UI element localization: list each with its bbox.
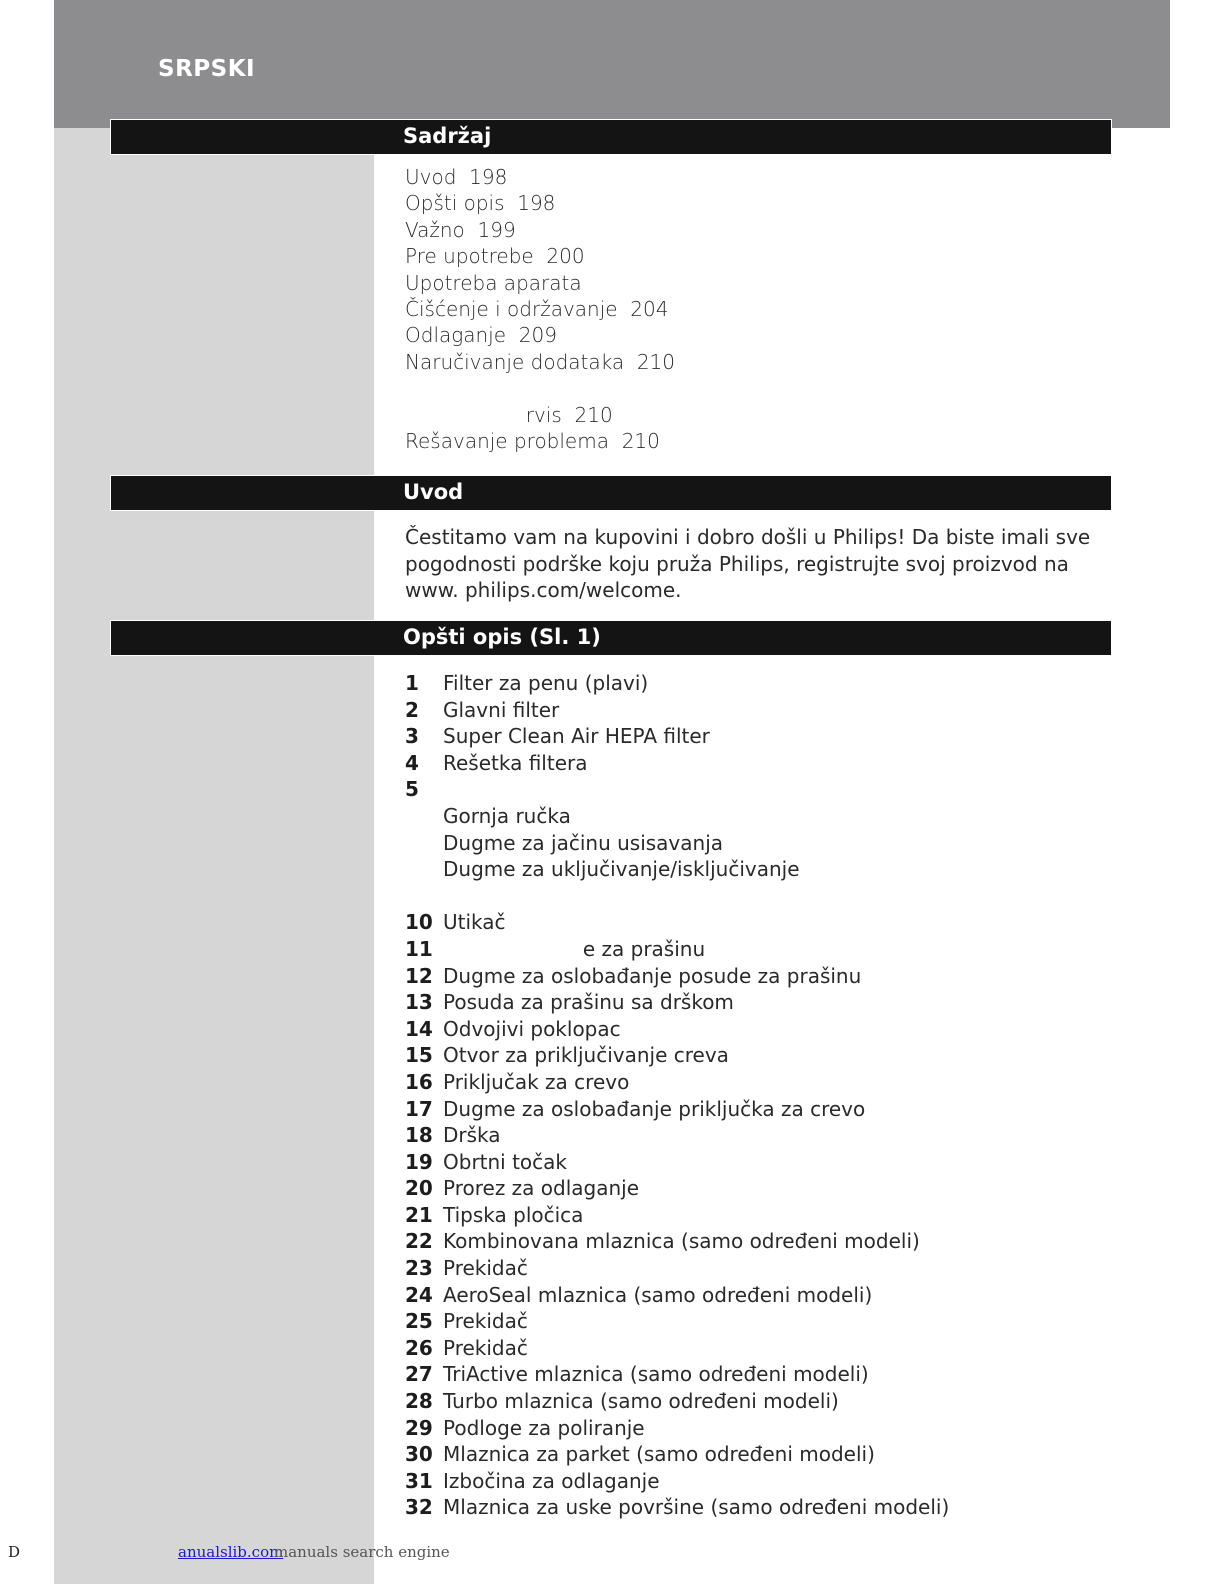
language-title: SRPSKI: [158, 56, 256, 82]
parts-list: [405, 670, 1105, 1521]
list-item: [405, 1388, 1105, 1415]
toc-item[interactable]: Naručivanje dodataka 210: [405, 349, 676, 374]
toc-item[interactable]: Važno 199: [405, 217, 516, 242]
part-number: 31: [405, 1468, 433, 1493]
list-item: [405, 883, 1105, 910]
part-label: Izbočina za odlaganje: [443, 1468, 660, 1493]
part-label: Dugme za oslobađanje posude za prašinu: [443, 963, 862, 988]
part-label: TriActive mlaznica (samo određeni modeli): [443, 1362, 869, 1387]
part-label: Prekidač: [443, 1256, 528, 1281]
part-label: Prekidač: [443, 1309, 528, 1334]
footer-link[interactable]: anualslib.com: [178, 1543, 284, 1561]
list-item: [405, 1228, 1105, 1255]
part-label: Kombinovana mlaznica (samo određeni modeli): [443, 1229, 920, 1254]
toc-item[interactable]: rvis 210: [405, 402, 613, 427]
part-label: Podloge za poliranje: [443, 1415, 645, 1440]
footer-letter: D: [8, 1543, 21, 1561]
section-title-contents: Sadržaj: [403, 124, 492, 148]
list-item: [405, 1255, 1105, 1282]
list-item: [405, 1441, 1105, 1468]
list-item: [405, 723, 1105, 750]
list-item: [405, 776, 1105, 803]
part-number: 24: [405, 1282, 433, 1307]
part-number: 10: [405, 910, 433, 935]
toc-item[interactable]: Rešavanje problema 210: [405, 428, 660, 453]
part-number: 12: [405, 963, 433, 988]
section-bar-contents: [110, 119, 1112, 155]
part-label: Tipska pločica: [443, 1202, 584, 1227]
part-label: Dugme za jačinu usisavanja: [443, 830, 724, 855]
list-item: [405, 1096, 1105, 1123]
list-item: [405, 670, 1105, 697]
list-item: [405, 989, 1105, 1016]
part-label: Filter za penu (plavi): [443, 671, 649, 695]
part-label: Dugme za uključivanje/isključivanje: [443, 857, 800, 882]
part-number: 2: [405, 697, 419, 722]
part-number: 26: [405, 1335, 433, 1360]
part-number: 21: [405, 1202, 433, 1227]
list-item: [405, 697, 1105, 724]
part-number: 29: [405, 1415, 433, 1440]
part-label: e za prašinu: [443, 936, 706, 961]
part-label: Super Clean Air HEPA filter: [443, 724, 710, 749]
toc-item: [405, 375, 1105, 401]
list-item: [405, 1361, 1105, 1388]
list-item: [405, 1149, 1105, 1176]
part-number: 25: [405, 1309, 433, 1334]
list-item: [405, 803, 1105, 830]
toc-item[interactable]: Pre upotrebe 200: [405, 244, 585, 269]
list-item: [405, 1282, 1105, 1309]
part-number: 32: [405, 1495, 433, 1520]
part-number: 19: [405, 1149, 433, 1174]
list-item: [405, 1016, 1105, 1043]
list-item: [405, 750, 1105, 777]
part-label: Mlaznica za parket (samo određeni modeli): [443, 1442, 875, 1467]
list-item: [405, 909, 1105, 936]
part-number: 22: [405, 1229, 433, 1254]
part-number: 15: [405, 1043, 433, 1068]
section-bar-intro: [110, 475, 1112, 511]
part-number: 28: [405, 1389, 433, 1414]
part-label: Rešetka filtera: [443, 750, 588, 775]
part-label: Prorez za odlaganje: [443, 1176, 640, 1201]
part-label: AeroSeal mlaznica (samo određeni modeli): [443, 1282, 873, 1307]
part-number: 1: [405, 671, 419, 695]
part-label: Otvor za priključivanje creva: [443, 1043, 729, 1068]
part-number: 14: [405, 1016, 433, 1041]
part-label: Utikač: [443, 910, 506, 935]
part-label: Glavni filter: [443, 697, 560, 722]
toc-item[interactable]: Odlaganje 209: [405, 323, 557, 348]
table-of-contents: [405, 164, 1105, 454]
section-title-intro: Uvod: [403, 480, 464, 504]
list-item: [405, 1494, 1105, 1521]
part-number: 20: [405, 1176, 433, 1201]
list-item: [405, 1468, 1105, 1495]
part-label: Prekidač: [443, 1335, 528, 1360]
part-label: Mlaznica za uske površine (samo određeni modeli): [443, 1495, 950, 1520]
part-label: Posuda za prašinu sa drškom: [443, 990, 734, 1015]
part-number: 4: [405, 750, 419, 775]
list-item: [405, 1308, 1105, 1335]
list-item: [405, 1415, 1105, 1442]
part-number: 23: [405, 1256, 433, 1281]
list-item: [405, 1335, 1105, 1362]
list-item: [405, 1202, 1105, 1229]
list-item: [405, 936, 1105, 963]
list-item: [405, 1042, 1105, 1069]
part-number: 17: [405, 1096, 433, 1121]
section-title-general: Opšti opis (Sl. 1): [403, 625, 601, 649]
part-number: 16: [405, 1069, 433, 1094]
toc-item[interactable]: Uvod 198: [405, 165, 508, 189]
list-item: [405, 963, 1105, 990]
part-number: 27: [405, 1362, 433, 1387]
part-number: 18: [405, 1123, 433, 1148]
part-label: Odvojivi poklopac: [443, 1016, 621, 1041]
part-number: 30: [405, 1442, 433, 1467]
footer-tagline: manuals search engine: [274, 1543, 450, 1561]
part-label: Turbo mlaznica (samo određeni modeli): [443, 1389, 839, 1414]
toc-item[interactable]: Opšti opis 198: [405, 191, 556, 216]
list-item: [405, 1175, 1105, 1202]
part-label: Drška: [443, 1123, 501, 1148]
part-number: 5: [405, 777, 419, 802]
part-number: 11: [405, 936, 433, 961]
intro-paragraph: Čestitamo vam na kupovini i dobro došli u Philips! Da biste imali sve pogodnosti podrške koju pruža Philips, registrujte svoj proizvod na www. philips.com/welcome.: [405, 525, 1091, 602]
list-item: [405, 1122, 1105, 1149]
toc-item[interactable]: Upotreba aparata: [405, 270, 582, 295]
list-item: [405, 856, 1105, 883]
toc-item[interactable]: Čišćenje i održavanje 204: [405, 296, 669, 321]
list-item: [405, 830, 1105, 857]
left-margin-band: [54, 128, 374, 1584]
part-label: Gornja ručka: [443, 803, 571, 828]
list-item: [405, 1069, 1105, 1096]
part-label: Obrtni točak: [443, 1149, 568, 1174]
part-number: 3: [405, 724, 419, 749]
section-bar-general: [110, 620, 1112, 656]
part-label: Priključak za crevo: [443, 1069, 630, 1094]
part-number: 13: [405, 990, 433, 1015]
part-label: Dugme za oslobađanje priključka za crevo: [443, 1096, 866, 1121]
